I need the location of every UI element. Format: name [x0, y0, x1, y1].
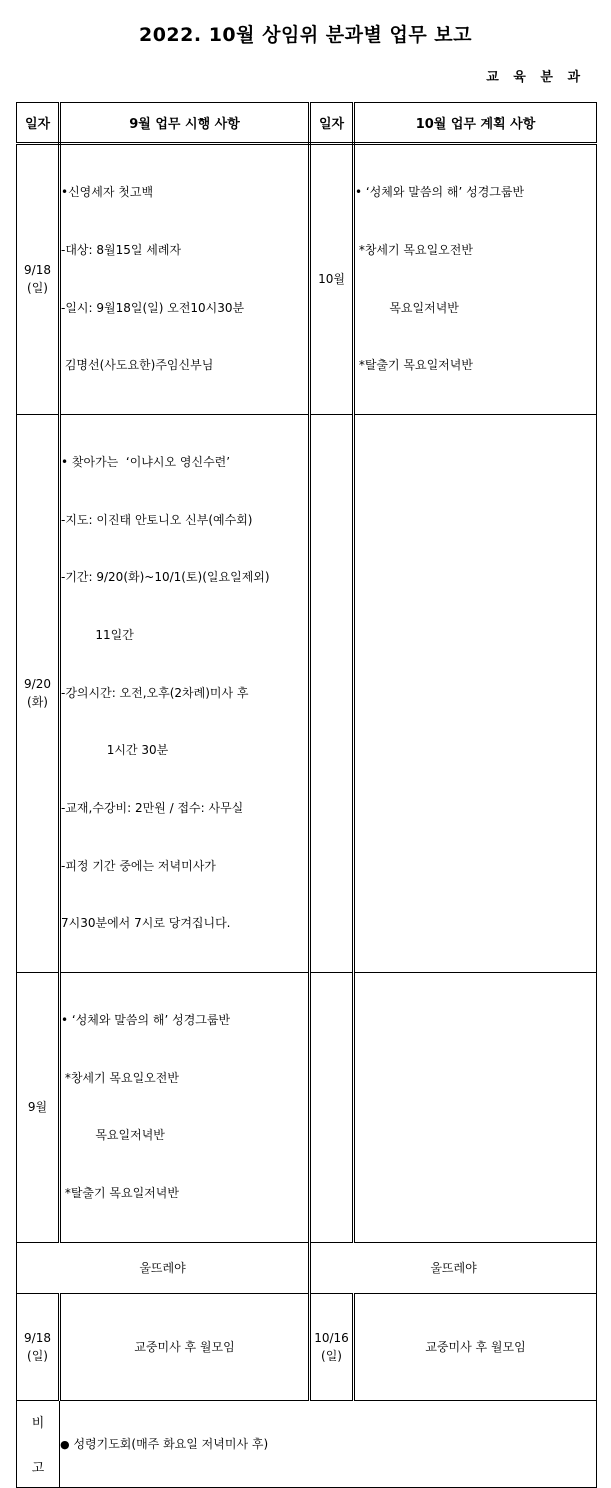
- cell-line: -대상: 8월15일 세례자: [61, 243, 182, 258]
- cell-line: • ‘성체와 말씀의 해’ 성경그룹반: [355, 185, 525, 200]
- october-cell: 교중미사 후 월모임: [354, 1293, 597, 1400]
- date-line: 9/20: [24, 677, 51, 692]
- date-line: 9/18: [24, 1330, 51, 1345]
- cell-line: -피정 기간 중에는 저녁미사가: [61, 858, 216, 873]
- cell-line: *창세기 목요일오전반: [61, 1070, 179, 1085]
- table-row: [17, 972, 597, 1242]
- notes-label-bottom: 고: [31, 1460, 45, 1476]
- row-date: [17, 144, 60, 415]
- date-line: (화): [27, 695, 48, 710]
- date-line: (일): [27, 1348, 48, 1363]
- cell-line: 11일간: [61, 628, 134, 643]
- cell-line: *탈출기 목요일저녁반: [61, 1185, 179, 1200]
- cell-line: -기간: 9/20(화)~10/1(토)(일요일제외): [61, 570, 270, 585]
- row-date2: [310, 414, 354, 972]
- cell-line: 7시30분에서 7시로 당겨집니다.: [61, 916, 231, 931]
- cell-line: -교재,수강비: 2만원 / 접수: 사무실: [61, 800, 244, 815]
- date-line: 10/16: [314, 1330, 349, 1345]
- header-row: [17, 103, 597, 144]
- cell-line: -강의시간: 오전,오후(2차례)미사 후: [61, 685, 249, 700]
- date-line: 9월: [27, 1100, 48, 1115]
- row-date: [17, 414, 60, 972]
- october-cell: [354, 144, 597, 415]
- september-cell: [60, 972, 310, 1242]
- row-date2: [310, 144, 354, 415]
- row-date2: [310, 1293, 354, 1400]
- header-date: 일자: [17, 103, 60, 144]
- row-date: [17, 1293, 60, 1400]
- cell-line: -지도: 이진태 안토니오 신부(예수회): [61, 512, 253, 527]
- merged-left: 울뜨레야: [17, 1242, 310, 1293]
- department-label: 교 육 분 과: [486, 70, 585, 85]
- september-cell: [60, 144, 310, 415]
- september-cell: [60, 414, 310, 972]
- date-line: 10월: [318, 272, 345, 287]
- cell-line: • ‘성체와 말씀의 해’ 성경그룹반: [61, 1013, 231, 1028]
- report-table: [16, 102, 597, 1488]
- cell-line: *창세기 목요일오전반: [355, 243, 473, 258]
- date-line: (일): [321, 1348, 342, 1363]
- september-cell: 교중미사 후 월모임: [60, 1293, 310, 1400]
- header-date2: 일자: [310, 103, 354, 144]
- table-row: [17, 414, 597, 972]
- cell-line: 김명선(사도요한)주임신부님: [61, 358, 214, 373]
- notes-label: [17, 1400, 60, 1487]
- page-title: 2022. 10월 상임위 분과별 업무 보고: [138, 24, 472, 46]
- row-date2: [310, 972, 354, 1242]
- cell-line: • 찾아가는 ‘이냐시오 영신수련’: [61, 455, 231, 470]
- cell-line: -일시: 9월18일(일) 오전10시30분: [61, 300, 245, 315]
- october-cell: [354, 414, 597, 972]
- row-date: [17, 972, 60, 1242]
- date-line: 9/18: [24, 263, 51, 278]
- cell-line: *탈출기 목요일저녁반: [355, 358, 473, 373]
- cell-line: 목요일저녁반: [355, 300, 459, 315]
- notes-label-top: 비: [31, 1415, 45, 1431]
- date-line: (일): [27, 281, 48, 296]
- header-september: 9월 업무 시행 사항: [60, 103, 310, 144]
- notes-row: [17, 1400, 597, 1487]
- merged-right: 울뜨레야: [310, 1242, 597, 1293]
- notes-text: 성령기도회(매주 화요일 저녁미사 후): [73, 1437, 269, 1452]
- cell-line: 1시간 30분: [61, 743, 169, 758]
- table-row: [17, 144, 597, 415]
- october-cell: [354, 972, 597, 1242]
- meeting-row: [17, 1293, 597, 1400]
- notes-body: [60, 1400, 597, 1487]
- header-october: 10월 업무 계획 사항: [354, 103, 597, 144]
- merged-row: [17, 1242, 597, 1293]
- cell-line: •신영세자 첫고백: [61, 185, 154, 200]
- cell-line: 목요일저녁반: [61, 1128, 165, 1143]
- bullet-icon: ●: [60, 1438, 70, 1452]
